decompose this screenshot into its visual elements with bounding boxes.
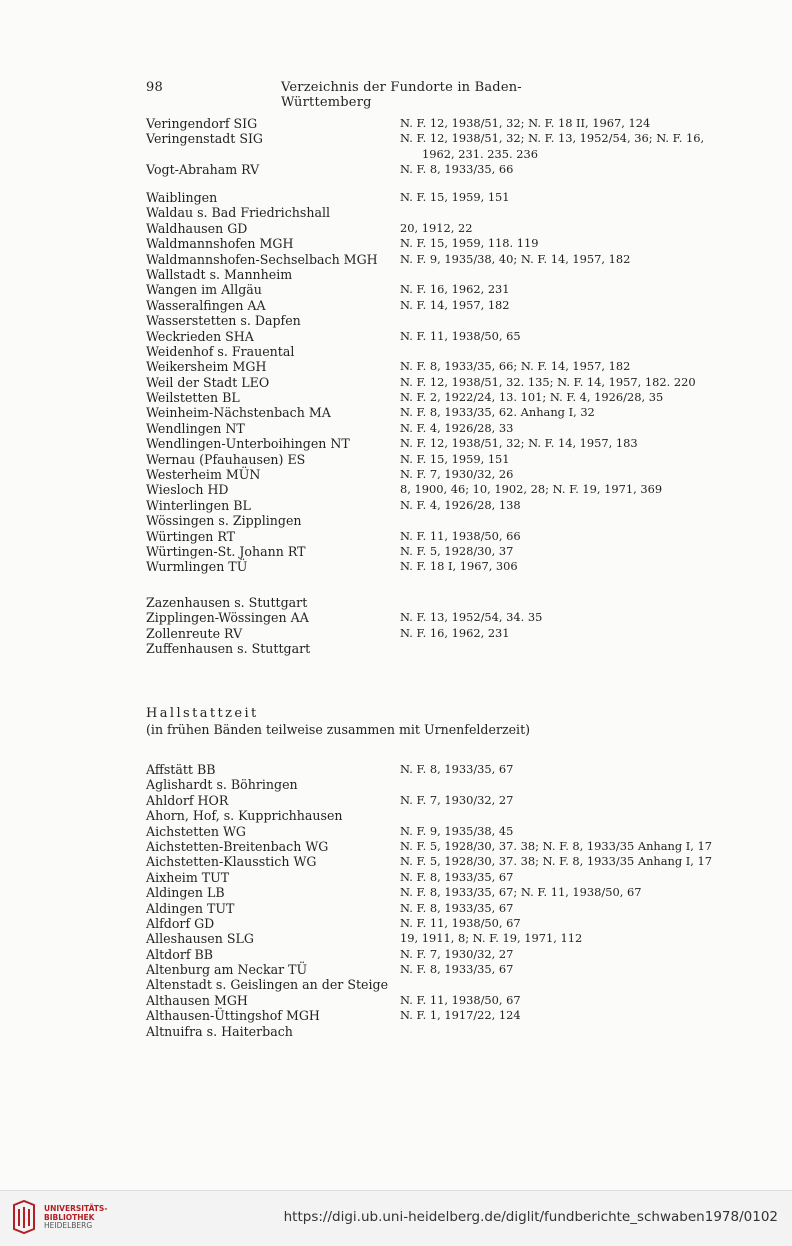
citation-ref xyxy=(400,436,638,451)
citation-ref xyxy=(400,452,510,467)
citation-ref xyxy=(400,131,740,162)
citation-ref xyxy=(400,1008,521,1023)
list-item xyxy=(146,375,746,390)
citation-text: 19, 1911, 8; N. F. 19, 1971, 112 xyxy=(400,931,583,946)
citation-text: 20, 1912, 22 xyxy=(400,220,473,235)
place-name: Weikersheim MGH xyxy=(146,359,267,375)
place-name: Wössingen s. Zipplingen xyxy=(146,513,302,529)
list-item xyxy=(146,977,746,992)
citation-text: N. F. 5, 1928/30, 37 xyxy=(400,543,514,558)
citation-ref xyxy=(400,626,510,641)
place-name: Weilstetten BL xyxy=(146,390,240,406)
citation-ref xyxy=(400,298,510,313)
place-name: Alfdorf GD xyxy=(146,915,215,931)
place-name: Winterlingen BL xyxy=(146,497,251,513)
place-name: Weidenhof s. Frauental xyxy=(146,343,295,359)
citation-text: N. F. 12, 1938/51, 32; N. F. 18 II, 1967, 124 xyxy=(400,116,651,130)
citation-text: N. F. 8, 1933/35, 67 xyxy=(400,762,514,776)
list-item xyxy=(146,808,746,823)
list-item xyxy=(146,421,746,436)
list-item xyxy=(146,329,746,344)
list-item xyxy=(146,190,746,205)
place-name: Wendlingen NT xyxy=(146,420,245,436)
place-name: Zipplingen-Wössingen AA xyxy=(146,610,309,626)
citation-text: N. F. 5, 1928/30, 37. 38; N. F. 8, 1933/35 Anhang I, 17 xyxy=(400,854,713,869)
list-item xyxy=(146,221,746,236)
library-line-2: BIBLIOTHEK xyxy=(44,1212,95,1222)
citation-ref xyxy=(400,421,513,436)
citation-text: N. F. 8, 1933/35, 66 xyxy=(400,162,514,177)
citation-text: N. F. 8, 1933/35, 67 xyxy=(400,962,514,977)
list-item xyxy=(146,359,746,374)
place-name: Weinheim-Nächstenbach MA xyxy=(146,405,331,421)
place-name: Aixheim TUT xyxy=(146,869,230,885)
citation-ref xyxy=(400,962,513,977)
place-name: Wiesloch HD xyxy=(146,482,229,498)
place-name: Würtingen-St. Johann RT xyxy=(146,543,306,559)
list-item xyxy=(146,1008,746,1023)
citation-text: N. F. 13, 1952/54, 34. 35 xyxy=(400,610,543,625)
list-item xyxy=(146,993,746,1008)
citation-text: N. F. 8, 1933/35, 62. Anhang I, 32 xyxy=(400,405,595,420)
citation-text: N. F. 12, 1938/51, 32; N. F. 13, 1952/54, 36; N. F. 16, xyxy=(400,131,705,146)
footer-bar xyxy=(0,1190,792,1246)
place-name: Vogt-Abraham RV xyxy=(146,162,260,178)
entry-list-v xyxy=(146,116,746,178)
place-name: Aldingen TUT xyxy=(146,900,235,916)
list-item xyxy=(146,595,746,610)
citation-ref xyxy=(400,467,513,482)
list-item xyxy=(146,298,746,313)
citation-text: 8, 1900, 46; 10, 1902, 28; N. F. 19, 1971, 369 xyxy=(400,482,663,497)
place-name: Aldingen LB xyxy=(146,885,225,901)
citation-ref xyxy=(400,559,518,574)
list-item xyxy=(146,824,746,839)
place-name: Altenburg am Neckar TÜ xyxy=(146,962,308,978)
citation-text: N. F. 15, 1959, 118. 119 xyxy=(400,236,539,251)
library-line-3: HEIDELBERG xyxy=(44,1221,93,1230)
place-name: Alleshausen SLG xyxy=(146,931,254,947)
citation-text: N. F. 7, 1930/32, 27 xyxy=(400,792,514,807)
place-name: Althausen-Üttingshof MGH xyxy=(146,1008,320,1024)
citation-text: N. F. 8, 1933/35, 66; N. F. 14, 1957, 182 xyxy=(400,359,631,374)
running-title: Verzeichnis der Fundorte in Baden-Württemberg xyxy=(281,80,522,110)
list-item xyxy=(146,559,746,574)
list-item xyxy=(146,854,746,869)
citation-text: N. F. 4, 1926/28, 138 xyxy=(400,497,521,512)
citation-ref xyxy=(400,839,712,854)
place-name: Altenstadt s. Geislingen an der Steige xyxy=(146,977,389,993)
library-logo-icon xyxy=(10,1199,38,1235)
place-name: Wasseralfingen AA xyxy=(146,297,266,313)
citation-text: N. F. 11, 1938/50, 67 xyxy=(400,915,521,930)
entry-list-w xyxy=(146,190,746,575)
list-item xyxy=(146,544,746,559)
list-item xyxy=(146,1024,746,1039)
citation-ref xyxy=(400,390,663,405)
citation-continuation: 1962, 231. 235. 236 xyxy=(422,146,538,161)
list-item xyxy=(146,436,746,451)
place-name: Zazenhausen s. Stuttgart xyxy=(146,595,308,610)
citation-ref xyxy=(400,916,521,931)
citation-text: N. F. 5, 1928/30, 37. 38; N. F. 8, 1933/35 Anhang I, 17 xyxy=(400,838,713,853)
citation-text: N. F. 4, 1926/28, 33 xyxy=(400,420,514,435)
citation-text: N. F. 7, 1930/32, 26 xyxy=(400,467,514,482)
citation-text: N. F. 12, 1938/51, 32. 135; N. F. 14, 1957, 182. 220 xyxy=(400,374,696,389)
place-name: Altdorf BB xyxy=(146,946,214,962)
place-name: Würtingen RT xyxy=(146,528,236,544)
list-item xyxy=(146,252,746,267)
citation-ref xyxy=(400,931,582,946)
place-name: Aichstetten-Klausstich WG xyxy=(146,854,317,870)
list-item xyxy=(146,390,746,405)
library-line-1: UNIVERSITÄTS- xyxy=(44,1204,108,1213)
citation-ref xyxy=(400,885,642,900)
list-item xyxy=(146,131,746,162)
list-item xyxy=(146,282,746,297)
citation-text: N. F. 12, 1938/51, 32; N. F. 14, 1957, 183 xyxy=(400,436,638,451)
citation-ref xyxy=(400,236,539,251)
place-name: Ahldorf HOR xyxy=(146,792,229,808)
place-name: Zollenreute RV xyxy=(146,625,243,641)
list-item xyxy=(146,236,746,251)
list-item xyxy=(146,513,746,528)
list-item xyxy=(146,498,746,513)
place-name: Wallstadt s. Mannheim xyxy=(146,266,293,282)
citation-text: N. F. 14, 1957, 182 xyxy=(400,297,510,312)
place-name: Wasserstetten s. Dapfen xyxy=(146,313,301,329)
citation-text: N. F. 8, 1933/35, 67 xyxy=(400,900,514,915)
place-name: Wurmlingen TÜ xyxy=(146,559,248,575)
citation-text: N. F. 9, 1935/38, 45 xyxy=(400,823,514,838)
list-item xyxy=(146,947,746,962)
citation-ref xyxy=(400,993,521,1008)
citation-ref xyxy=(400,282,510,297)
citation-ref xyxy=(400,329,521,344)
list-item xyxy=(146,529,746,544)
place-name: Waldhausen GD xyxy=(146,220,248,236)
list-item xyxy=(146,313,746,328)
list-item xyxy=(146,116,746,131)
library-name xyxy=(44,1205,107,1231)
place-name: Althausen MGH xyxy=(146,992,248,1008)
list-item xyxy=(146,916,746,931)
citation-ref xyxy=(400,870,513,885)
list-item xyxy=(146,885,746,900)
entry-list-hallstatt xyxy=(146,762,746,1039)
place-name: Affstätt BB xyxy=(146,762,216,777)
citation-ref xyxy=(400,762,513,777)
section-subheading: (in frühen Bänden teilweise zusammen mit Urnenfelderzeit) xyxy=(146,722,531,737)
citation-text: N. F. 15, 1959, 151 xyxy=(400,190,510,204)
place-name: Zuffenhausen s. Stuttgart xyxy=(146,641,311,657)
list-item xyxy=(146,205,746,220)
list-item xyxy=(146,482,746,497)
list-item xyxy=(146,641,746,656)
place-name: Westerheim MÜN xyxy=(146,467,261,483)
citation-text: N. F. 9, 1935/38, 40; N. F. 14, 1957, 182 xyxy=(400,251,631,266)
place-name: Wendlingen-Unterboihingen NT xyxy=(146,436,350,452)
list-item xyxy=(146,405,746,420)
list-item xyxy=(146,777,746,792)
citation-ref xyxy=(400,544,513,559)
list-item xyxy=(146,931,746,946)
place-name: Altnuifra s. Haiterbach xyxy=(146,1023,293,1039)
citation-text: N. F. 1, 1917/22, 124 xyxy=(400,1008,521,1023)
citation-ref xyxy=(400,252,630,267)
place-name: Wangen im Allgäu xyxy=(146,282,262,298)
citation-text: N. F. 7, 1930/32, 27 xyxy=(400,946,514,961)
citation-ref xyxy=(400,359,630,374)
citation-ref xyxy=(400,793,513,808)
list-item xyxy=(146,870,746,885)
place-name: Wernau (Pfauhausen) ES xyxy=(146,451,306,467)
citation-ref xyxy=(400,824,513,839)
citation-ref xyxy=(400,375,696,390)
source-url-link[interactable]: https://digi.ub.uni-heidelberg.de/diglit/fundberichte_schwaben1978/0102 xyxy=(283,1209,778,1225)
list-item xyxy=(146,962,746,977)
citation-ref xyxy=(400,901,513,916)
citation-ref xyxy=(400,405,595,420)
citation-ref xyxy=(400,190,510,205)
citation-text: N. F. 18 I, 1967, 306 xyxy=(400,559,518,574)
place-name: Weckrieden SHA xyxy=(146,328,254,344)
list-item xyxy=(146,467,746,482)
citation-ref xyxy=(400,854,712,869)
place-name: Aglishardt s. Böhringen xyxy=(146,777,298,793)
place-name: Veringenstadt SIG xyxy=(146,131,263,147)
citation-ref xyxy=(400,162,513,177)
place-name: Veringendorf SIG xyxy=(146,116,258,131)
citation-text: N. F. 11, 1938/50, 65 xyxy=(400,328,521,343)
list-item xyxy=(146,162,746,177)
list-item xyxy=(146,626,746,641)
place-name: Aichstetten WG xyxy=(146,823,246,839)
citation-ref xyxy=(400,498,521,513)
citation-text: N. F. 8, 1933/35, 67 xyxy=(400,869,514,884)
citation-text: N. F. 8, 1933/35, 67; N. F. 11, 1938/50, 67 xyxy=(400,885,642,900)
list-item xyxy=(146,839,746,854)
place-name: Waldmannshofen-Sechselbach MGH xyxy=(146,251,378,267)
citation-text: N. F. 11, 1938/50, 67 xyxy=(400,992,521,1007)
list-item xyxy=(146,901,746,916)
section-heading: Hallstattzeit xyxy=(146,706,259,721)
list-item xyxy=(146,267,746,282)
citation-ref xyxy=(400,610,542,625)
citation-text: N. F. 15, 1959, 151 xyxy=(400,451,510,466)
place-name: Waldmannshofen MGH xyxy=(146,236,294,252)
place-name: Waiblingen xyxy=(146,190,218,205)
place-name: Aichstetten-Breitenbach WG xyxy=(146,838,329,854)
page-number: 98 xyxy=(146,80,163,95)
list-item xyxy=(146,793,746,808)
list-item xyxy=(146,610,746,625)
citation-text: N. F. 11, 1938/50, 66 xyxy=(400,528,521,543)
citation-text: N. F. 16, 1962, 231 xyxy=(400,625,510,640)
place-name: Ahorn, Hof, s. Kupprichhausen xyxy=(146,808,343,824)
list-item xyxy=(146,762,746,777)
citation-ref xyxy=(400,482,662,497)
citation-text: N. F. 16, 1962, 231 xyxy=(400,282,510,297)
place-name: Weil der Stadt LEO xyxy=(146,374,270,390)
citation-ref xyxy=(400,221,472,236)
citation-ref xyxy=(400,116,650,131)
citation-text: N. F. 2, 1922/24, 13. 101; N. F. 4, 1926/28, 35 xyxy=(400,390,664,405)
entry-list-z xyxy=(146,595,746,657)
list-item xyxy=(146,344,746,359)
citation-ref xyxy=(400,947,513,962)
place-name: Waldau s. Bad Friedrichshall xyxy=(146,205,331,221)
citation-ref xyxy=(400,529,521,544)
list-item xyxy=(146,452,746,467)
